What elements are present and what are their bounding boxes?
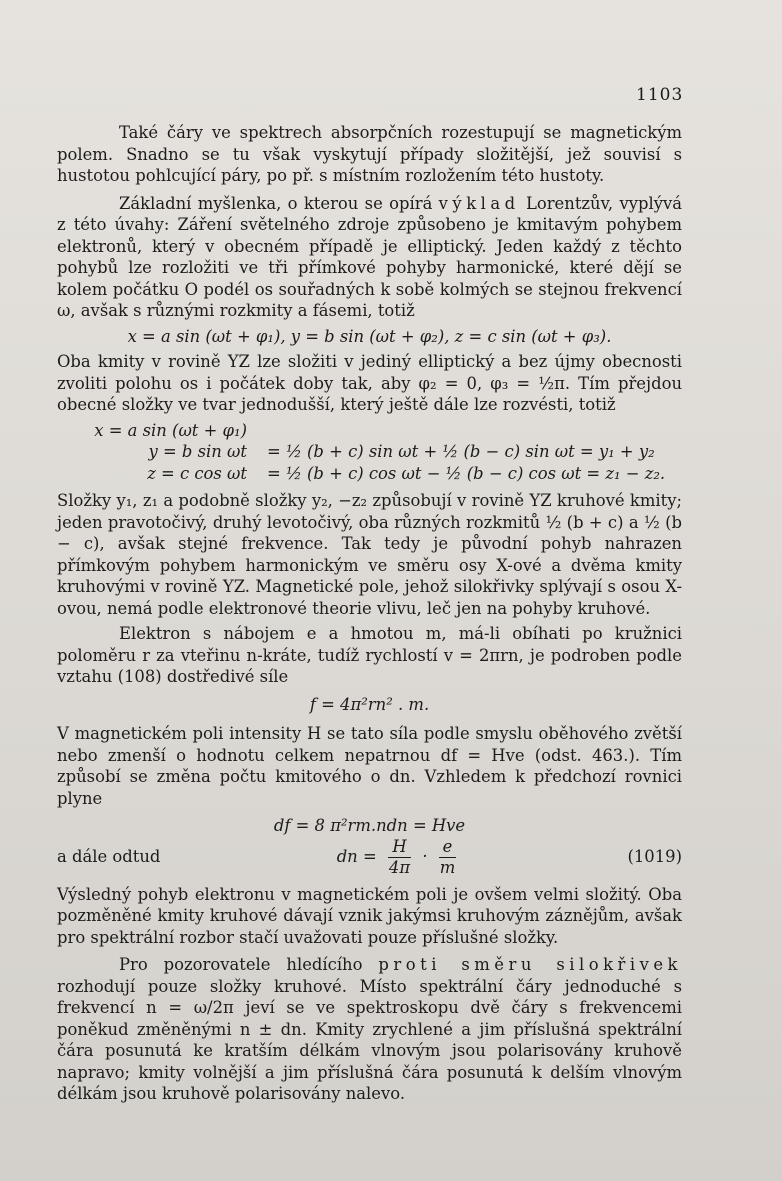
- equation-row-right: [247, 420, 267, 442]
- paragraph-2-part-b: Lorentzův, vyplývá z této úvahy: Záření světelného zdroje způsobeno je kmitavým pohybem elektronů, který v obecném případě je elliptický. Jeden každý z těchto pohybů lze rozložiti ve tři přímkové pohyby harmonické, které dějí se kolem počátku O podél os souřadných k sobě kolmých se stejnou frekvencí ω, avšak s různými rozkmity a fásemi, totiž: [57, 193, 682, 320]
- equation-lhs: dn =: [336, 846, 377, 866]
- paragraph-3: Oba kmity v rovině YZ lze složiti v jediný elliptický a bez újmy obecnosti zvoliti polohu os i počátek doby tak, aby φ₂ = 0, φ₃ = ½π. Tím přejdou obecné složky ve tvar jednodušší, který ještě dále lze rozvésti, totiž: [57, 352, 682, 414]
- equation-row: [57, 441, 682, 463]
- equation-df: df = 8 π²rm.ndn = Hve: [273, 816, 466, 835]
- equation-row: [57, 463, 682, 485]
- page-text: [57, 122, 682, 1105]
- fraction-e-over-m: [436, 837, 460, 878]
- paragraph-8-part-b: rozhodují pouze složky kruhové. Místo spektrální čáry jednoduché s frekvencí n = ω/2π jeví se ve spektroskopu dvě čáry s frekvencemi poněkud změněnými n ± dn. Kmity zrychlené a jim příslušná spektrální čára posunutá ke kratším délkám vlnovým jsou polarisovány kruhově napravo; kmity volnější a jim příslušná čára posunutá k delším vlnovým délkám jsou kruhově polarisovány nalevo.: [57, 976, 682, 1103]
- equation-row-left: z = c cos ωt: [147, 463, 247, 483]
- equation-1019: [57, 837, 682, 878]
- equation-row-right: = ½ (b + c) cos ωt − ½ (b − c) cos ωt = z₁ − z₂.: [267, 463, 666, 483]
- equation-block-rewritten: [57, 420, 682, 485]
- paragraph-2-part-a: Základní myšlenka, o kterou se opírá: [119, 193, 439, 213]
- paragraph-2: [57, 193, 682, 322]
- equation-row-left: x = a sin (ωt + φ₁): [94, 420, 247, 440]
- fraction-denominator: m: [439, 857, 456, 877]
- page-number: 1103: [636, 85, 684, 105]
- equation-label: a dále odtud: [57, 847, 161, 867]
- spaced-phrase-proti-smeru: proti směru silokřivek: [378, 955, 682, 974]
- equation-row: [57, 420, 682, 442]
- fraction-denominator: 4π: [388, 857, 411, 877]
- fraction-numerator: e: [439, 837, 457, 858]
- paragraph-7: Výsledný pohyb elektronu v magnetickém poli je ovšem velmi složitý. Oba pozměněné kmity kruhové dávají vznik jakýmsi kruhovým zázněјům, avšak pro spektrální rozbor stačí uvažovati pouze příslušné složky.: [57, 884, 682, 947]
- paragraph-8: [57, 954, 682, 1105]
- equation-row-right: = ½ (b + c) sin ωt + ½ (b − c) sin ωt = y₁ + y₂: [267, 442, 655, 461]
- paragraph-5: Elektron s nábojem e a hmotou m, má-li obíhati po kružnici poloměru r za vteřinu n-kráte, tudíž rychlostí v = 2πrn, je podroben podle vztahu (108) dostředivé síle: [57, 624, 682, 686]
- equation-body: dn = $\frac{H}{4\pi}$ · $\frac{e}{m}$: [187, 837, 612, 878]
- equation-row-left: y = b sin ωt: [148, 442, 247, 461]
- paragraph-6: V magnetickém poli intensity H se tato síla podle smyslu oběhového zvětší nebo zmenší o hodnotu celkem nepatrnou df = Hve (odst. 463.). Tím způsobí se změna počtu kmitového o dn. Vzhledem k předchozí rovnici plyne: [57, 724, 682, 808]
- equation-harmonic-components: x = a sin (ωt + φ₁), y = b sin (ωt + φ₂), z = c sin (ωt + φ₃).: [127, 326, 612, 346]
- spaced-word-vyklad: výklad: [438, 193, 520, 213]
- equation-number: (1019): [627, 847, 682, 867]
- equation-centripetal-force: f = 4π²rn² . m.: [309, 694, 430, 714]
- paragraph-4: Složky y₁, z₁ a podobně složky y₂, −z₂ způsobují v rovině YZ kruhové kmity; jeden pravotočivý, druhý levotočivý, oba různých rozkmitů ½ (b + c) a ½ (b − c), avšak stejné frekvence. Tak tedy je původní pohyb nahrazen přímkovým pohybem harmonickým ve směru osy X-ové a dvěma kmity kruhovými v rovině YZ. Magnetické pole, jehož silokřivky splývají s osou X-ovou, nemá podle elektronové theorie vlivu, leč jen na pohyby kruhové.: [57, 491, 682, 618]
- fraction-h-over-4pi: [385, 837, 414, 878]
- paragraph-8-part-a: Pro pozorovatele hledícího: [119, 955, 379, 974]
- fraction-numerator: H: [388, 837, 410, 858]
- paragraph-1: Také čáry ve spektrech absorpčních rozestupují se magnetickým polem. Snadno se tu však vyskytují případy složitější, jež souvisí s hustotou pohlcující páry, po př. s místním rozložením této hustoty.: [57, 123, 682, 185]
